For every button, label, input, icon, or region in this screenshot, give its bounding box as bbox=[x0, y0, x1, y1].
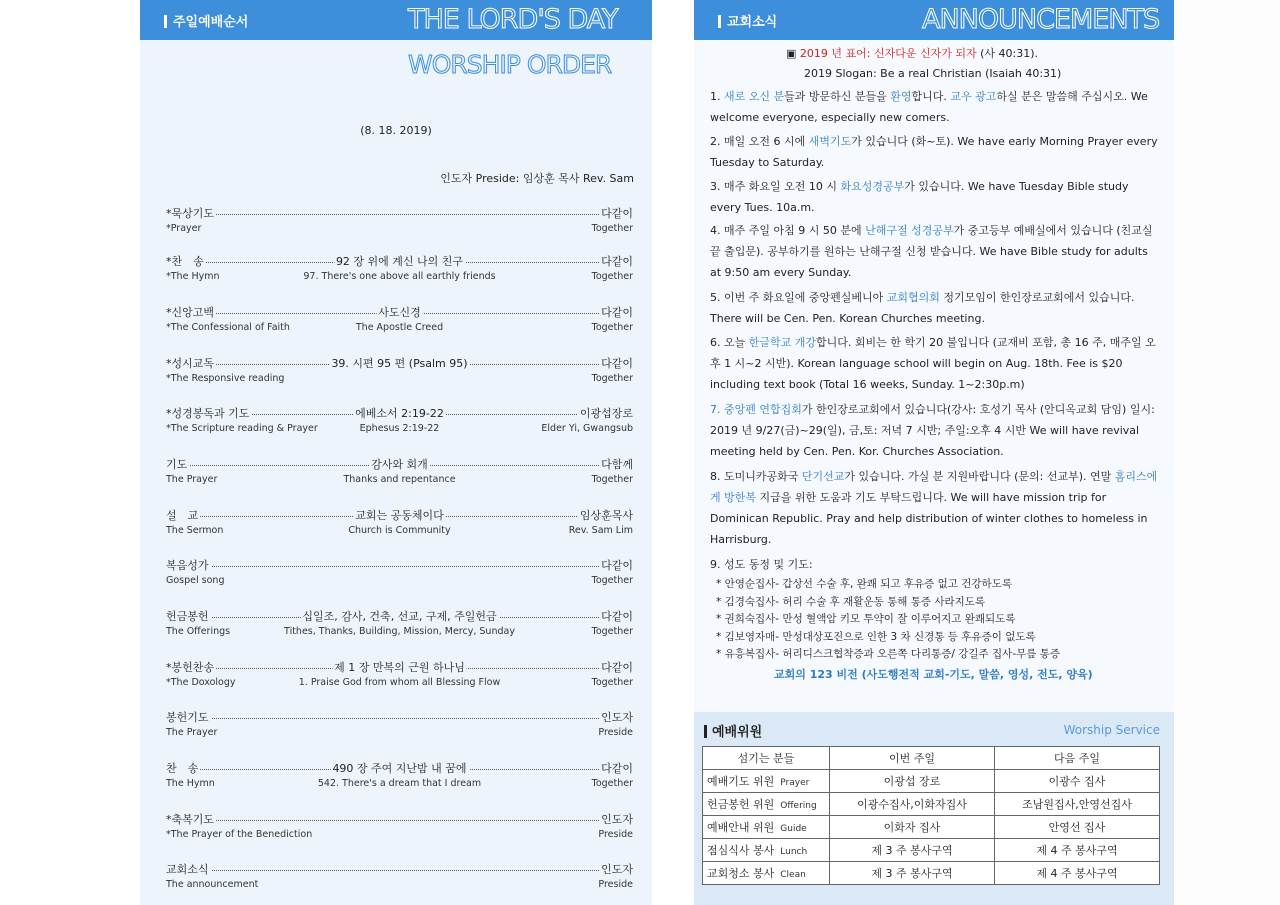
role-en: Guide bbox=[780, 824, 807, 834]
order-item-title: *성시교독 bbox=[166, 357, 215, 370]
order-item-title: *묵상기도 bbox=[166, 207, 215, 220]
order-item-leader: 다같이 bbox=[601, 762, 633, 775]
order-item-leader-en: Together bbox=[591, 322, 633, 333]
order-item-leader: 인도자 bbox=[601, 863, 633, 876]
order-item-title: 봉헌기도 bbox=[166, 711, 209, 724]
order-item-detail: 십일조, 감사, 건축, 선교, 구제, 주일헌금 bbox=[302, 610, 497, 623]
order-item-leader: 다같이 bbox=[601, 661, 633, 674]
order-item-leader: 다같이 bbox=[601, 357, 633, 370]
order-item-detail-en: The Apostle Creed bbox=[355, 322, 444, 333]
order-item-title-en: *The Responsive reading bbox=[166, 373, 285, 384]
order-item-detail-en: 97. There's one above all earthly friends bbox=[303, 271, 496, 282]
role-cell bbox=[703, 770, 830, 793]
order-item-detail-en: Tithes, Thanks, Building, Mission, Mercy, Sunday bbox=[284, 626, 515, 637]
worship-service-header-en: Worship Service bbox=[1063, 723, 1160, 737]
slogan-ko: ▣ 2019 년 표어: 신자다운 신자가 되자 (사 40:31). bbox=[786, 47, 1039, 60]
role-cell bbox=[703, 793, 830, 816]
worship-order-title: WORSHIP ORDER bbox=[408, 50, 612, 79]
this-sunday-cell: 제 3 주 봉사구역 bbox=[830, 839, 995, 862]
announcement-8: 8. 도미니카공화국 단기선교가 있습니다. 가실 분 지원바랍니다 (문의: 선교부). 연말 홈리스에게 방한복 지급을 위한 도움과 기도 부탁드립니다. We will have mission trip for Dominican Republic. Pray and help distribution of winter clothes to homeless in Harrisburg. bbox=[710, 470, 1158, 546]
slogan bbox=[786, 44, 1156, 84]
order-row-en bbox=[166, 575, 633, 591]
worship-order-item bbox=[166, 811, 633, 845]
order-row-ko bbox=[166, 709, 633, 725]
order-item-leader: 이광섭장로 bbox=[579, 407, 633, 420]
role-en: Lunch bbox=[780, 847, 808, 857]
order-row-en bbox=[166, 271, 633, 287]
order-item-detail: 에베소서 2:19-22 bbox=[355, 407, 444, 420]
role-ko: 예배기도 위원 bbox=[707, 775, 775, 788]
order-item-title-en: Gospel song bbox=[166, 575, 225, 586]
order-item-leader-en: Preside bbox=[598, 879, 633, 890]
order-item-detail: 교회는 공동체이다 bbox=[355, 509, 444, 522]
next-sunday-cell: 제 4 주 봉사구역 bbox=[995, 839, 1160, 862]
order-row-ko bbox=[166, 253, 633, 269]
announcement-9-title: 9. 성도 동정 및 기도: bbox=[710, 558, 813, 571]
worship-order-item bbox=[166, 659, 633, 693]
order-item-title-en: The Prayer bbox=[166, 474, 218, 485]
order-item-leader: 다같이 bbox=[601, 306, 633, 319]
role-ko: 예배안내 위원 bbox=[707, 821, 775, 834]
worship-order-item bbox=[166, 507, 633, 541]
prayer-item: * 김보영자매- 만성대상포진으로 인한 3 차 신경통 등 후유증이 없도록 bbox=[716, 630, 1036, 643]
order-row-ko bbox=[166, 304, 633, 320]
table-row bbox=[703, 862, 1160, 885]
announcement-5: 5. 이번 주 화요일에 중앙펜실베니아 교회협의회 정기모임이 한인장로교회에서 있습니다. There will be Cen. Pen. Korean Churches meeting. bbox=[710, 291, 1135, 325]
order-row-en bbox=[166, 677, 633, 693]
slogan-en: 2019 Slogan: Be a real Christian (Isaiah 40:31) bbox=[804, 67, 1062, 80]
order-item-title: 복음성가 bbox=[166, 559, 209, 572]
lords-day-title: THE LORD'S DAY bbox=[408, 4, 618, 35]
announcement-3: 3. 매주 화요일 오전 10 시 화요성경공부가 있습니다. We have Tuesday Bible study every Tues. 10a.m. bbox=[710, 180, 1129, 214]
table-row bbox=[703, 816, 1160, 839]
order-item-leader-en: Rev. Sam Lim bbox=[568, 525, 633, 536]
order-item-leader-en: Preside bbox=[598, 829, 633, 840]
presider: 인도자 Preside: 임상훈 목사 Rev. Sam bbox=[440, 172, 634, 185]
order-item-title: 기도 bbox=[166, 458, 188, 471]
order-row-en bbox=[166, 626, 633, 642]
header-servers: 섬기는 분들 bbox=[703, 747, 830, 770]
table-row bbox=[703, 770, 1160, 793]
leader-dots bbox=[166, 870, 633, 871]
worship-order-label: 주일예배순서 bbox=[164, 11, 248, 30]
order-item-title: 헌금봉헌 bbox=[166, 610, 209, 623]
order-item-detail-en: 542. There's a dream that I dream bbox=[317, 778, 482, 789]
order-item-title-en: The announcement bbox=[166, 879, 259, 890]
order-item-leader-en: Elder Yi, Gwangsub bbox=[541, 423, 633, 434]
order-item-leader-en: Together bbox=[591, 626, 633, 637]
order-item-leader: 다같이 bbox=[601, 559, 633, 572]
order-row-en bbox=[166, 727, 633, 743]
role-cell bbox=[703, 839, 830, 862]
announcement-4: 4. 매주 주일 아침 9 시 50 분에 난해구절 성경공부가 중고등부 예배실에서 있습니다 (친교실 끝 출입문). 공부하기를 원하는 난해구절 신청 받습니다. We have Bible study for adults at 9:50 am every Sunday. bbox=[710, 224, 1153, 279]
order-item-title-en: The Sermon bbox=[166, 525, 224, 536]
announcement-2: 2. 매일 오전 6 시에 새벽기도가 있습니다 (화~토). We have early Morning Prayer every Tuesday to Saturday. bbox=[710, 135, 1158, 169]
worship-order-item bbox=[166, 253, 633, 287]
slogan-marker-icon: ▣ bbox=[786, 47, 800, 60]
order-row-ko bbox=[166, 608, 633, 624]
order-item-leader-en: Together bbox=[591, 373, 633, 384]
worship-order-item bbox=[166, 355, 633, 389]
this-sunday-cell: 이광수집사,이화자집사 bbox=[830, 793, 995, 816]
order-item-title: 설 교 bbox=[166, 509, 199, 522]
order-row-en bbox=[166, 373, 633, 389]
role-en: Prayer bbox=[780, 778, 810, 788]
service-date: (8. 18. 2019) bbox=[360, 124, 432, 137]
order-item-title-en: *The Confessional of Faith bbox=[166, 322, 290, 333]
role-ko: 점심식사 봉사 bbox=[707, 844, 775, 857]
prayer-item: * 권희숙집사- 만성 혈액암 키모 투약이 잘 이루어지고 완쾌되도록 bbox=[716, 613, 1016, 625]
order-item-title-en: *The Scripture reading & Prayer bbox=[166, 423, 318, 434]
order-item-leader: 다같이 bbox=[601, 610, 633, 623]
worship-order-item bbox=[166, 456, 633, 490]
order-item-title-en: *The Hymn bbox=[166, 271, 220, 282]
church-vision: 교회의 123 비전 (사도행전적 교회-기도, 말씀, 영성, 전도, 양육) bbox=[774, 668, 1093, 681]
prayer-item: * 유흥복집사- 허리디스크협착증과 오른쪽 다리통증/ 강길주 집사-무릎 통증 bbox=[716, 648, 1061, 660]
order-item-leader-en: Together bbox=[591, 474, 633, 485]
order-row-en bbox=[166, 423, 633, 439]
order-row-ko bbox=[166, 659, 633, 675]
worship-order-item bbox=[166, 205, 633, 239]
order-item-title-en: *The Prayer of the Benediction bbox=[166, 829, 313, 840]
order-item-leader-en: Together bbox=[591, 271, 633, 282]
order-row-en bbox=[166, 525, 633, 541]
order-item-title: *성경봉독과 기도 bbox=[166, 407, 250, 420]
order-item-title: 교회소식 bbox=[166, 863, 209, 876]
order-row-en bbox=[166, 223, 633, 239]
worship-service-table bbox=[702, 746, 1160, 885]
order-row-ko bbox=[166, 405, 633, 421]
order-item-detail-en: 1. Praise God from whom all Blessing Flow bbox=[298, 677, 501, 688]
worship-order-item bbox=[166, 557, 633, 591]
order-item-detail-en: Thanks and repentance bbox=[343, 474, 456, 485]
prayer-item: * 김경숙집사- 허리 수술 후 재활운동 통해 통증 사라지도록 bbox=[716, 595, 986, 608]
next-sunday-cell: 이광수 집사 bbox=[995, 770, 1160, 793]
worship-order-item bbox=[166, 304, 633, 338]
worship-order-header-bar bbox=[140, 0, 652, 40]
announcements-title: ANNOUNCEMENTS bbox=[922, 4, 1160, 35]
order-item-leader-en: Together bbox=[591, 575, 633, 586]
order-row-ko bbox=[166, 456, 633, 472]
next-sunday-cell: 안영선 집사 bbox=[995, 816, 1160, 839]
order-item-title-en: *The Doxology bbox=[166, 677, 236, 688]
worship-service-header: 예배위원 bbox=[704, 721, 762, 740]
order-item-leader-en: Together bbox=[591, 223, 633, 234]
order-row-ko bbox=[166, 861, 633, 877]
order-item-leader-en: Preside bbox=[598, 727, 633, 738]
order-row-ko bbox=[166, 760, 633, 776]
order-item-leader: 임상훈목사 bbox=[579, 509, 633, 522]
order-row-en bbox=[166, 778, 633, 794]
order-item-detail-en: Church is Community bbox=[348, 525, 451, 536]
worship-order-item bbox=[166, 608, 633, 642]
announcement-1: 1. 새로 오신 분들과 방문하신 분들을 환영합니다. 교우 광고하실 분은 말씀해 주십시오. We welcome everyone, especially new comers. bbox=[710, 90, 1148, 124]
table-header-row bbox=[703, 747, 1160, 770]
order-item-leader: 인도자 bbox=[601, 813, 633, 826]
header-next-sunday: 다음 주일 bbox=[995, 747, 1160, 770]
order-item-title-en: The Prayer bbox=[166, 727, 218, 738]
announcements-header-bar bbox=[694, 0, 1174, 40]
order-row-en bbox=[166, 829, 633, 845]
order-item-detail: 감사와 회개 bbox=[371, 458, 428, 471]
order-row-en bbox=[166, 322, 633, 338]
order-item-leader: 인도자 bbox=[601, 711, 633, 724]
order-item-detail-en: Ephesus 2:19-22 bbox=[359, 423, 440, 434]
order-item-title: *찬 송 bbox=[166, 255, 204, 268]
order-item-title-en: *Prayer bbox=[166, 223, 202, 234]
this-sunday-cell: 이화자 집사 bbox=[830, 816, 995, 839]
order-row-ko bbox=[166, 205, 633, 221]
role-ko: 헌금봉헌 위원 bbox=[707, 798, 775, 811]
announcements-page bbox=[694, 0, 1174, 905]
announcement-7: 7. 중앙펜 연합집회가 한인장로교회에서 있습니다(강사: 호성기 목사 (안디옥교회 담임) 일시: 2019 년 9/27(금)~29(일), 금,토: 저녁 7 시반; 주일:오후 4 시반 We will have revival meeting held by Cen. Pen. Kor. Churches Association. bbox=[710, 403, 1155, 458]
table-row bbox=[703, 839, 1160, 862]
order-item-leader-en: Together bbox=[591, 677, 633, 688]
worship-order-item bbox=[166, 405, 633, 439]
table-row bbox=[703, 793, 1160, 816]
order-row-ko bbox=[166, 507, 633, 523]
worship-order-item bbox=[166, 861, 633, 895]
role-en: Offering bbox=[780, 801, 817, 811]
order-item-title-en: The Hymn bbox=[166, 778, 215, 789]
order-item-leader-en: Together bbox=[591, 778, 633, 789]
order-row-ko bbox=[166, 557, 633, 573]
this-sunday-cell: 이광섭 장로 bbox=[830, 770, 995, 793]
order-item-detail: 제 1 장 만복의 근원 하나님 bbox=[334, 661, 465, 674]
order-item-title-en: The Offerings bbox=[166, 626, 231, 637]
header-this-sunday: 이번 주일 bbox=[830, 747, 995, 770]
role-en: Clean bbox=[780, 870, 806, 880]
announcement-6: 6. 오늘 한글학교 개강합니다. 회비는 한 학기 20 불입니다 (교재비 포함, 총 16 주, 매주일 오후 1 시~2 시반). Korean language school will begin on Aug. 18th. Fee is $20 including text book (Total 16 weeks, Sunday. 1~2:30p.m) bbox=[710, 336, 1156, 391]
order-item-leader: 다같이 bbox=[601, 255, 633, 268]
order-item-detail: 92 장 위에 계신 나의 친구 bbox=[335, 255, 464, 268]
this-sunday-cell: 제 3 주 봉사구역 bbox=[830, 862, 995, 885]
leader-dots bbox=[166, 566, 633, 567]
role-ko: 교회청소 봉사 bbox=[707, 867, 775, 880]
order-row-en bbox=[166, 879, 633, 895]
next-sunday-cell: 제 4 주 봉사구역 bbox=[995, 862, 1160, 885]
worship-order-item bbox=[166, 709, 633, 743]
leader-dots bbox=[166, 214, 633, 215]
order-item-detail: 490 장 주여 지난밤 내 꿈에 bbox=[332, 762, 467, 775]
order-row-ko bbox=[166, 811, 633, 827]
order-item-title: *봉헌찬송 bbox=[166, 661, 215, 674]
next-sunday-cell: 조남원집사,안영선집사 bbox=[995, 793, 1160, 816]
announcements-label: 교회소식 bbox=[718, 11, 777, 30]
worship-order-item bbox=[166, 760, 633, 794]
order-item-leader: 다함께 bbox=[601, 458, 633, 471]
leader-dots bbox=[166, 718, 633, 719]
prayer-item: * 안영순집사- 갑상선 수술 후, 완쾌 되고 후유증 없고 건강하도록 bbox=[716, 578, 1012, 590]
role-cell bbox=[703, 816, 830, 839]
order-item-title: *신앙고백 bbox=[166, 306, 215, 319]
leader-dots bbox=[166, 820, 633, 821]
order-item-detail: 39. 시편 95 편 (Psalm 95) bbox=[331, 357, 468, 370]
page-margin bbox=[1174, 0, 1280, 905]
prayer-list bbox=[716, 576, 1166, 664]
order-item-leader: 다같이 bbox=[601, 207, 633, 220]
order-item-title: *축복기도 bbox=[166, 813, 215, 826]
order-item-detail: 사도신경 bbox=[378, 306, 421, 319]
order-row-ko bbox=[166, 355, 633, 371]
role-cell bbox=[703, 862, 830, 885]
order-row-en bbox=[166, 474, 633, 490]
worship-order-page bbox=[140, 0, 652, 905]
order-item-title: 찬 송 bbox=[166, 762, 199, 775]
